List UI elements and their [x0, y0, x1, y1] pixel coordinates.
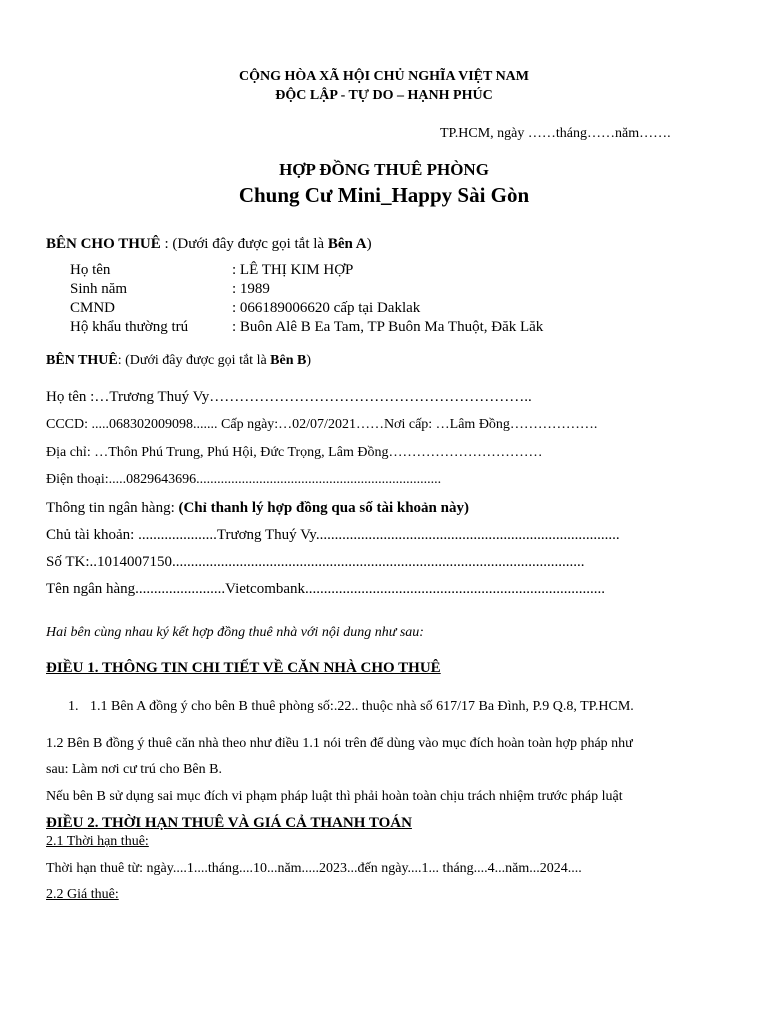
- contract-title: HỢP ĐỒNG THUÊ PHÒNG: [279, 160, 489, 179]
- party-b-heading-line: [46, 353, 311, 369]
- national-title: CỘNG HÒA XÃ HỘI CHỦ NGHĨA VIỆT NAM: [238, 69, 529, 84]
- party-b-desc-suffix: ): [306, 353, 312, 368]
- article-1-item: [68, 699, 634, 715]
- party-a-value: : 1989: [232, 281, 270, 297]
- party-a-value: : Buôn Alê B Ea Tam, TP Buôn Ma Thuột, Đăk Lăk: [232, 319, 544, 335]
- party-b-address: Địa chỉ: …Thôn Phú Trung, Phú Hội, Đức Trọng, Lâm Đồng……………………………: [46, 445, 543, 460]
- article-2-heading: ĐIỀU 2. THỜI HẠN THUÊ VÀ GIÁ CẢ THANH TOÁN: [46, 815, 412, 831]
- account-holder: Chủ tài khoản: .....................Trương Thuý Vy.................................................................................: [46, 527, 620, 543]
- party-a-desc-suffix: ): [366, 236, 372, 252]
- party-a-label: Hộ khẩu thường trú: [70, 319, 189, 335]
- party-a-label: Sinh năm: [70, 281, 128, 297]
- party-a-row: [70, 300, 420, 317]
- article-2-term: Thời hạn thuê từ: ngày....1....tháng....10...năm.....2023...đến ngày....1... tháng....4...năm...2024....: [46, 861, 582, 876]
- party-a-label: CMND: [70, 300, 116, 316]
- party-a-heading: BÊN CHO THUÊ: [46, 236, 161, 252]
- article-1-heading: ĐIỀU 1. THÔNG TIN CHI TIẾT VỀ CĂN NHÀ CHO THUÊ: [46, 660, 441, 676]
- party-b-alias: Bên B: [270, 353, 307, 368]
- article-1-item-text: 1.1 Bên A đồng ý cho bên B thuê phòng số:.22.. thuộc nhà số 617/17 Ba Đình, P.9 Q.8, TP.HCM.: [90, 699, 634, 714]
- party-a-row: [70, 281, 270, 298]
- party-b-name: Họ tên :…Trương Thuý Vy………………………………………………………..: [46, 389, 532, 405]
- article-1-p12-line2: sau: Làm nơi cư trú cho Bên B.: [46, 762, 222, 777]
- account-number: Số TK:..1014007150..............................................................................................................: [46, 554, 585, 570]
- article-1-p13: Nếu bên B sử dụng sai mục đích vi phạm pháp luật thì phải hoàn toàn chịu trách nhiệm trước pháp luật: [46, 789, 623, 804]
- bank-info-label: Thông tin ngân hàng:: [46, 500, 179, 516]
- party-b-desc-prefix: : (Dưới đây được gọi tắt là: [117, 353, 271, 368]
- party-a-value: : 066189006620 cấp tại Daklak: [232, 300, 421, 316]
- party-b-cccd: CCCD: .....068302009098....... Cấp ngày:…02/07/2021……Nơi cấp: …Lâm Đồng……………….: [46, 417, 598, 432]
- article-1-p12-line1: 1.2 Bên B đồng ý thuê căn nhà theo như điều 1.1 nói trên để dùng vào mục đích hoàn toàn hợp pháp như: [46, 736, 633, 751]
- party-b-heading: BÊN THUÊ: [46, 353, 118, 368]
- bank-name: Tên ngân hàng........................Vietcombank................................................................................: [46, 581, 606, 597]
- article-2-s21: 2.1 Thời hạn thuê:: [46, 834, 149, 849]
- bank-info-line: [46, 500, 469, 517]
- intro-text: Hai bên cùng nhau ký kết hợp đồng thuê nhà với nội dung như sau:: [46, 625, 424, 640]
- article-2-s22: 2.2 Giá thuê:: [46, 887, 119, 902]
- party-a-alias: Bên A: [327, 236, 367, 252]
- party-a-desc-prefix: : (Dưới đây được gọi tắt là: [160, 236, 328, 252]
- party-a-label: Họ tên: [70, 262, 111, 278]
- contract-subtitle: Chung Cư Mini_Happy Sài Gòn: [238, 183, 530, 207]
- place-date: TP.HCM, ngày ……tháng……năm…….: [440, 126, 671, 141]
- bank-info-note: (Chỉ thanh lý hợp đồng qua số tài khoản này): [178, 500, 469, 516]
- party-a-row: [70, 262, 353, 279]
- national-motto: ĐỘC LẬP - TỰ DO – HẠNH PHÚC: [275, 88, 493, 103]
- party-a-row: [70, 319, 543, 336]
- party-a-value: : LÊ THỊ KIM HỢP: [232, 262, 354, 278]
- article-1-item-number: 1.: [68, 699, 79, 714]
- party-b-phone: Điện thoại:.....0829643696......................................................................: [46, 472, 442, 487]
- party-a-heading-line: [46, 236, 372, 253]
